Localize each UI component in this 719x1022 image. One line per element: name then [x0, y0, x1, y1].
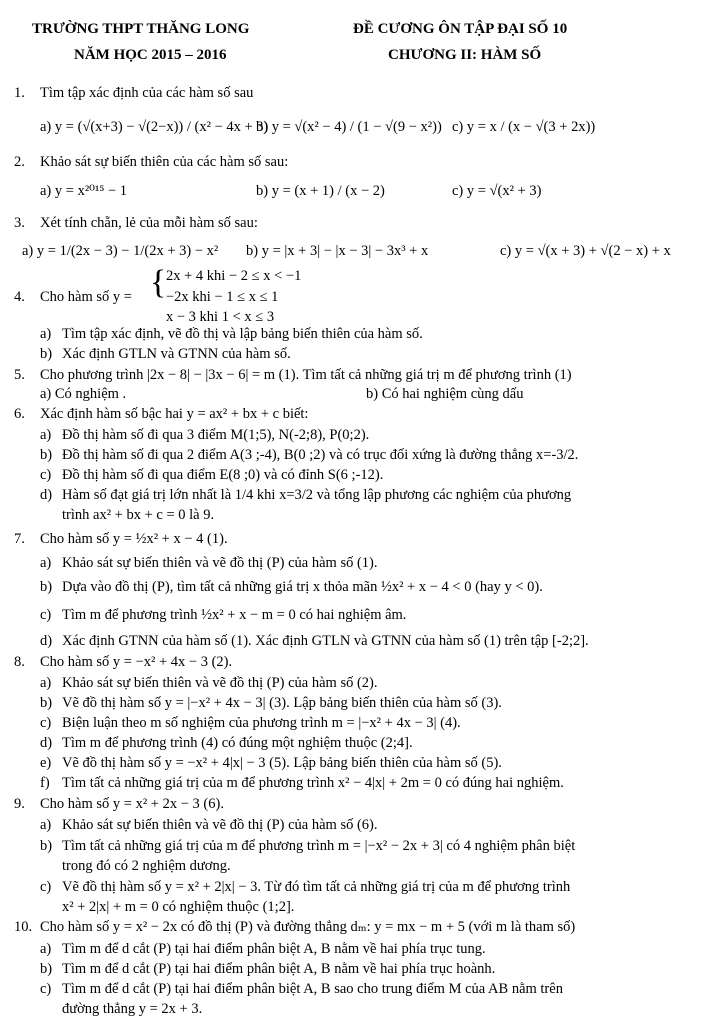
question-4 — [14, 290, 711, 305]
q9-part-b: b) Tìm tất cả những giá trị của m để phương trình m = |−x² − 2x + 3| có 4 nghiệm phân biệt — [40, 838, 576, 854]
question-number: 7. — [14, 531, 25, 547]
question-5 — [14, 368, 711, 383]
question-text: Cho hàm số y = x² + 2x − 3 (6). — [40, 796, 224, 812]
question-10 — [14, 920, 711, 935]
question-9 — [14, 797, 711, 812]
question-text: Cho hàm số y = — [40, 289, 132, 305]
q9-part-c: c) Vẽ đồ thị hàm số y = x² + 2|x| − 3. Từ đó tìm tất cả những giá trị của m để phương trình — [40, 879, 571, 895]
q7-part-b: b) Dựa vào đồ thị (P), tìm tất cả những giá trị x thỏa mãn ½x² + x − 4 < 0 (hay y < 0). — [40, 579, 543, 595]
q2-part-b: b) y = (x + 1) / (x − 2) — [256, 183, 385, 199]
question-text: Khảo sát sự biến thiên của các hàm số sau: — [40, 154, 289, 170]
q6-part-d-continued: trình ax² + bx + c = 0 là 9. — [62, 507, 215, 523]
q8-part-a: a) Khảo sát sự biến thiên và vẽ đồ thị (P) của hàm số (2). — [40, 675, 378, 691]
q10-part-c: c) Tìm m để d cắt (P) tại hai điểm phân biệt A, B sao cho trung điểm M của AB nằm trên — [40, 981, 563, 997]
question-8 — [14, 655, 711, 670]
q8-part-c: c) Biện luận theo m số nghiệm của phương trình m = |−x² + 4x − 3| (4). — [40, 715, 461, 731]
question-number: 4. — [14, 289, 25, 305]
question-number: 3. — [14, 215, 25, 231]
q4-part-b: b) Xác định GTLN và GTNN của hàm số. — [40, 346, 291, 362]
question-7 — [14, 532, 711, 547]
q3-part-b: b) y = |x + 3| − |x − 3| − 3x³ + x — [246, 243, 429, 259]
q10-part-a: a) Tìm m để d cắt (P) tại hai điểm phân biệt A, B nằm về hai phía trục tung. — [40, 941, 486, 957]
question-text: Xác định hàm số bậc hai y = ax² + bx + c biết: — [40, 406, 309, 422]
q3-part-a: a) y = 1/(2x − 3) − 1/(2x + 3) − x² — [22, 243, 219, 259]
question-2 — [14, 155, 711, 170]
q10-part-b: b) Tìm m để d cắt (P) tại hai điểm phân biệt A, B nằm về hai phía trục hoành. — [40, 961, 496, 977]
question-text: Cho hàm số y = −x² + 4x − 3 (2). — [40, 654, 233, 670]
q5-part-b: b) Có hai nghiệm cùng dấu — [366, 386, 524, 402]
question-text: Cho hàm số y = x² − 2x có đồ thị (P) và đường thẳng dₘ: y = mx − m + 5 (với m là tham số) — [40, 919, 576, 935]
q5-part-a: a) Có nghiệm . — [40, 386, 127, 402]
question-text: Tìm tập xác định của các hàm số sau — [40, 85, 254, 101]
question-number: 5. — [14, 367, 25, 383]
question-number: 6. — [14, 406, 25, 422]
question-text: Cho hàm số y = ½x² + x − 4 (1). — [40, 531, 228, 547]
question-number: 10. — [14, 919, 33, 935]
q2-part-a: a) y = x²⁰¹⁵ − 1 — [40, 183, 128, 199]
question-number: 1. — [14, 85, 25, 101]
q6-part-a: a) Đồ thị hàm số đi qua 3 điểm M(1;5), N(-2;8), P(0;2). — [40, 427, 370, 443]
q7-part-d: d) Xác định GTNN của hàm số (1). Xác định GTLN và GTNN của hàm số (1) trên tập [-2;2]. — [40, 633, 589, 649]
q3-part-c: c) y = √(x + 3) + √(2 − x) + x — [500, 243, 671, 259]
q1-part-b: b) y = √(x² − 4) / (1 − √(9 − x²)) — [256, 119, 442, 135]
question-number: 8. — [14, 654, 25, 670]
q9-part-b-continued: trong đó có 2 nghiệm dương. — [62, 858, 231, 874]
school-year: NĂM HỌC 2015 – 2016 — [74, 47, 227, 63]
q4-case-1: 2x + 4 khi − 2 ≤ x < −1 — [166, 268, 302, 284]
q8-part-d: d) Tìm m để phương trình (4) có đúng một nghiệm thuộc (2;4]. — [40, 735, 413, 751]
q2-part-c: c) y = √(x² + 3) — [452, 183, 542, 199]
question-text: Cho phương trình |2x − 8| − |3x − 6| = m (1). Tìm tất cả những giá trị m để phương trình (1) — [40, 367, 572, 383]
question-1 — [14, 86, 711, 101]
question-number: 9. — [14, 796, 25, 812]
chapter-title: CHƯƠNG II: HÀM SỐ — [388, 47, 542, 63]
document-title: ĐỀ CƯƠNG ÔN TẬP ĐẠI SỐ 10 — [353, 21, 568, 37]
q8-part-b: b) Vẽ đồ thị hàm số y = |−x² + 4x − 3| (3). Lập bảng biến thiên của hàm số (3). — [40, 695, 502, 711]
q10-part-c-continued: đường thẳng y = 2x + 3. — [62, 1001, 203, 1017]
q9-part-c-continued: x² + 2|x| + m = 0 có nghiệm thuộc (1;2]. — [62, 899, 295, 915]
brace-icon: { — [150, 264, 167, 301]
q8-part-e: e) Vẽ đồ thị hàm số y = −x² + 4|x| − 3 (5). Lập bảng biến thiên của hàm số (5). — [40, 755, 502, 771]
q1-part-c: c) y = x / (x − √(3 + 2x)) — [452, 119, 596, 135]
question-6 — [14, 407, 711, 422]
q4-part-a: a) Tìm tập xác định, vẽ đồ thị và lập bảng biến thiên của hàm số. — [40, 326, 423, 342]
question-text: Xét tính chẵn, lẻ của mỗi hàm số sau: — [40, 215, 258, 231]
q6-part-d: d) Hàm số đạt giá trị lớn nhất là 1/4 khi x=3/2 và tổng lập phương các nghiệm của phương — [40, 487, 572, 503]
question-number: 2. — [14, 154, 25, 170]
q1-part-a: a) y = (√(x+3) − √(2−x)) / (x² − 4x + 3) — [40, 119, 269, 135]
q7-part-c: c) Tìm m để phương trình ½x² + x − m = 0 có hai nghiệm âm. — [40, 607, 407, 623]
q4-case-3: x − 3 khi 1 < x ≤ 3 — [166, 309, 275, 325]
q7-part-a: a) Khảo sát sự biến thiên và vẽ đồ thị (P) của hàm số (1). — [40, 555, 378, 571]
q6-part-b: b) Đồ thị hàm số đi qua 2 điểm A(3 ;-4), B(0 ;2) và có trục đối xứng là đường thẳng x=-3/2. — [40, 447, 579, 463]
school-name: TRƯỜNG THPT THĂNG LONG — [32, 21, 250, 37]
q8-part-f: f) Tìm tất cả những giá trị của m để phương trình x² − 4|x| + 2m = 0 có đúng hai nghiệm. — [40, 775, 564, 791]
question-3 — [14, 216, 711, 231]
q9-part-a: a) Khảo sát sự biến thiên và vẽ đồ thị (P) của hàm số (6). — [40, 817, 378, 833]
q6-part-c: c) Đồ thị hàm số đi qua điểm E(8 ;0) và có đỉnh S(6 ;-12). — [40, 467, 384, 483]
q4-case-2: −2x khi − 1 ≤ x ≤ 1 — [166, 289, 279, 305]
